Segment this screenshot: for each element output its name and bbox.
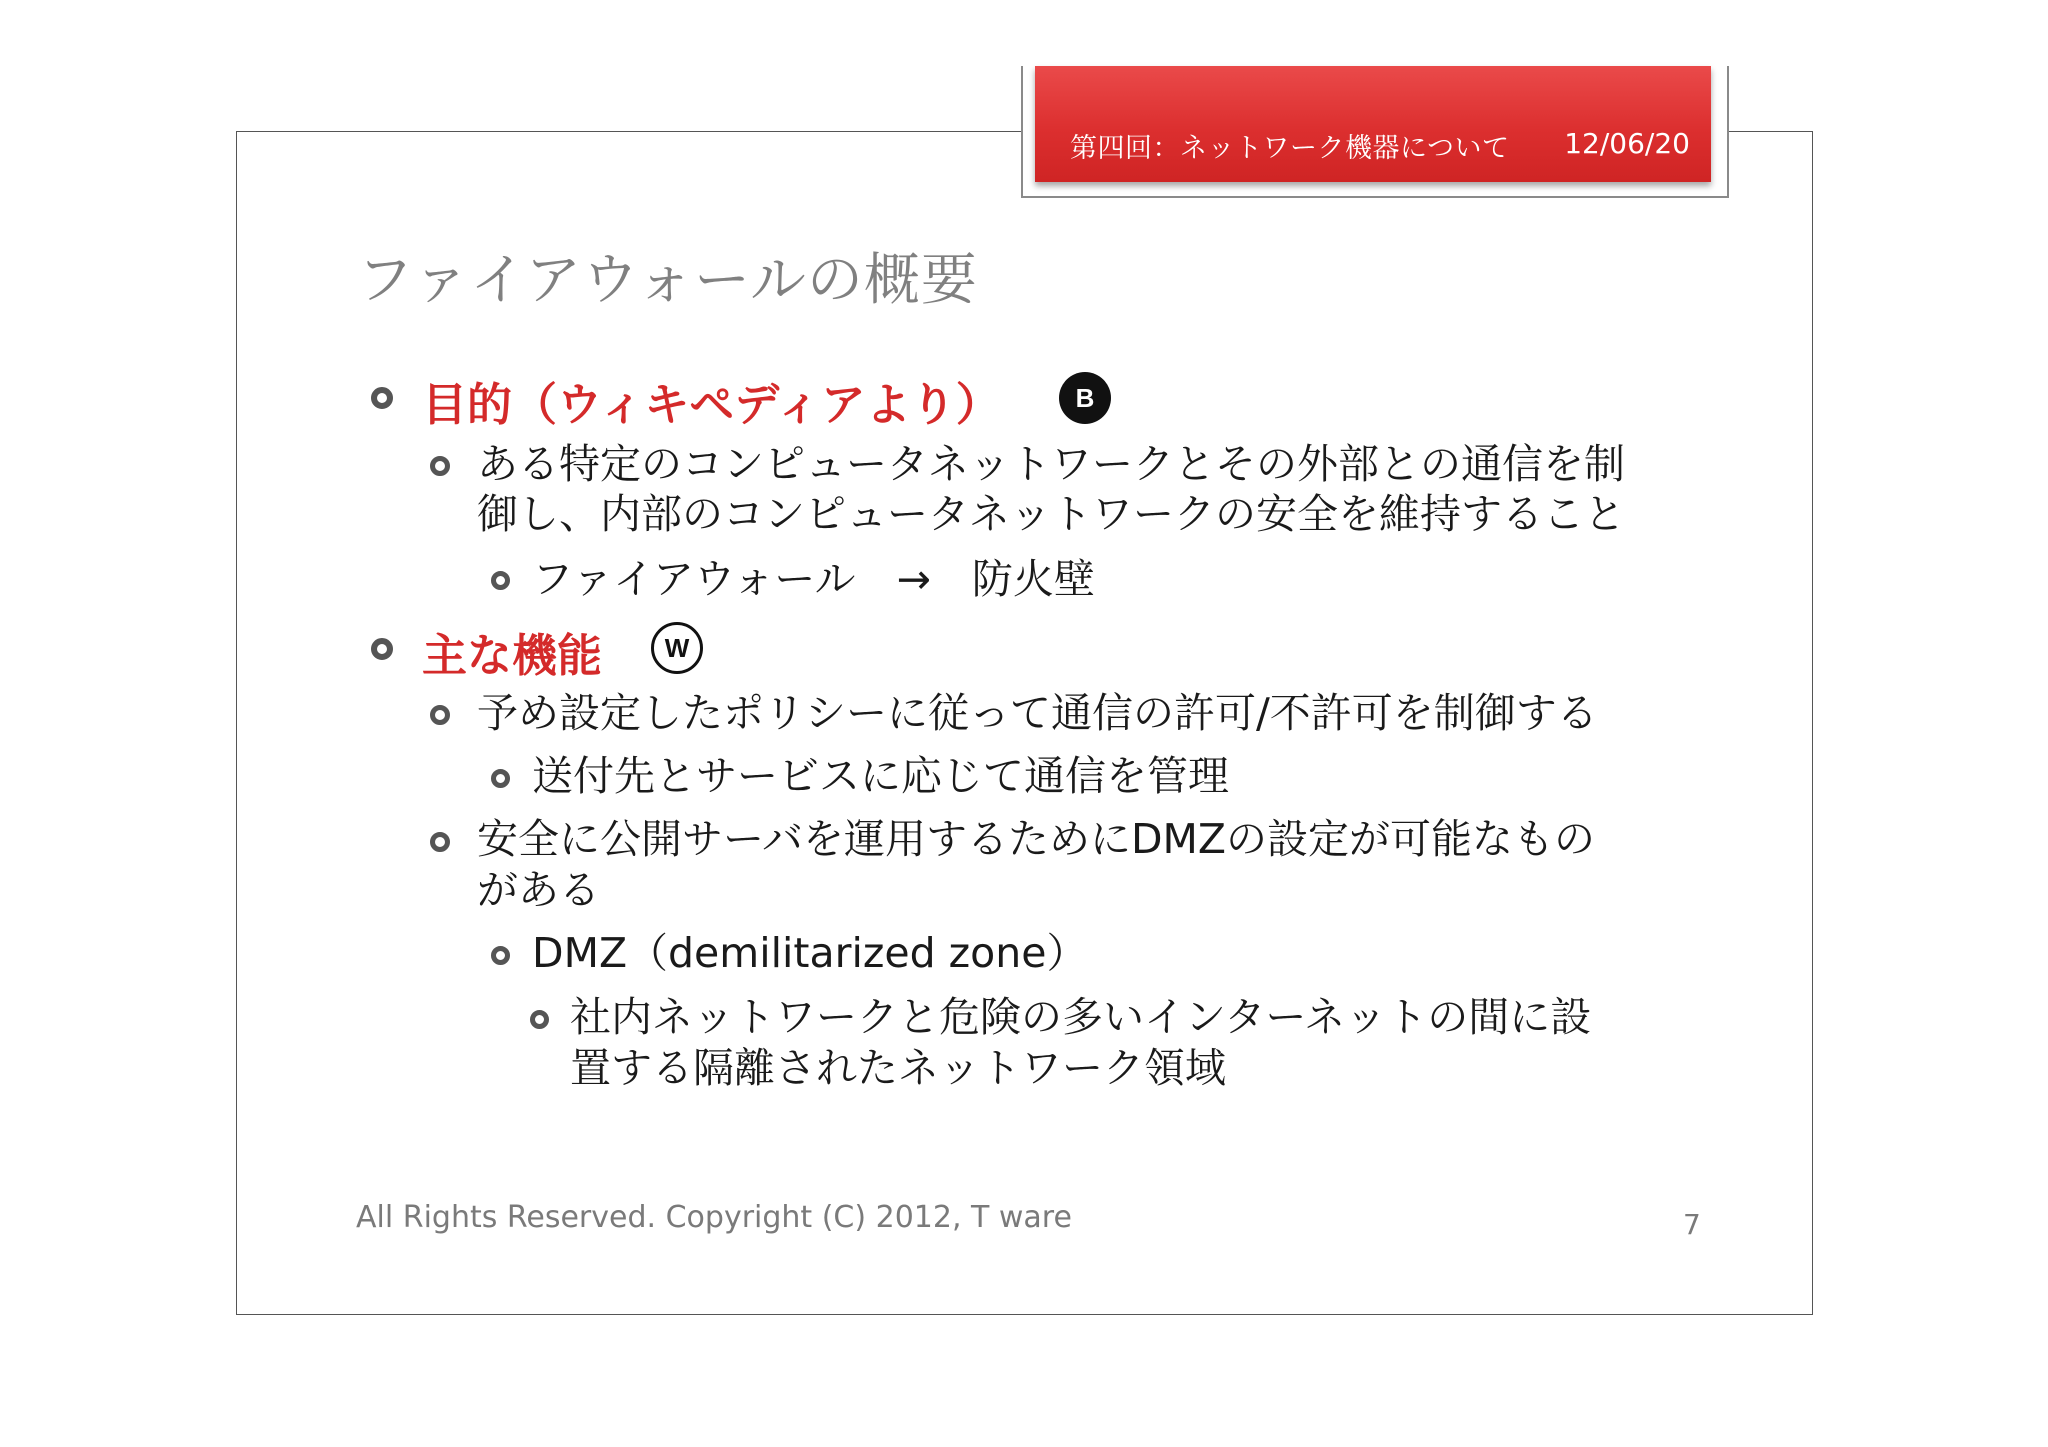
slide-title: ファイアウォールの概要	[357, 248, 978, 313]
bullet-icon	[491, 571, 510, 590]
list-item-line: 御し、内部のコンピュータネットワークの安全を維持すること	[477, 490, 1625, 538]
copyright-footer: All Rights Reserved. Copyright (C) 2012, T ware	[356, 1200, 1072, 1235]
bullet-icon	[430, 832, 450, 852]
list-item-line: 予め設定したポリシーに従って通信の許可/不許可を制御する	[477, 689, 1598, 737]
page-number: 7	[1683, 1208, 1701, 1241]
bullet-icon	[530, 1010, 549, 1029]
heading-functions-text: 主な機能	[422, 629, 603, 682]
bullet-icon	[430, 705, 450, 725]
list-item-line: 置する隔離されたネットワーク領域	[570, 1044, 1226, 1092]
list-item-line: 安全に公開サーバを運用するためにDMZの設定が可能なもの	[477, 815, 1595, 863]
badge-w-icon: W	[651, 622, 703, 674]
list-item-line: がある	[477, 866, 600, 914]
list-item-line: DMZ（demilitarized zone）	[532, 929, 1088, 977]
bullet-icon	[491, 769, 510, 788]
banner-date: 12/06/20	[1564, 127, 1690, 160]
list-item-line: 社内ネットワークと危険の多いインターネットの間に設	[570, 993, 1592, 1041]
heading-purpose-text: 目的（ウィキペディアより）	[422, 378, 1001, 431]
badge-b-icon: B	[1059, 372, 1111, 424]
list-item-line: 送付先とサービスに応じて通信を管理	[532, 752, 1229, 800]
bullet-icon	[371, 387, 393, 409]
banner-title: 第四回：ネットワーク機器について	[1070, 133, 1510, 164]
bullet-icon	[371, 638, 393, 660]
list-item-line: ある特定のコンピュータネットワークとその外部との通信を制	[477, 440, 1625, 488]
bullet-icon	[491, 946, 510, 965]
list-item-line: ファイアウォール → 防火壁	[532, 555, 1095, 603]
bullet-icon	[430, 456, 450, 476]
